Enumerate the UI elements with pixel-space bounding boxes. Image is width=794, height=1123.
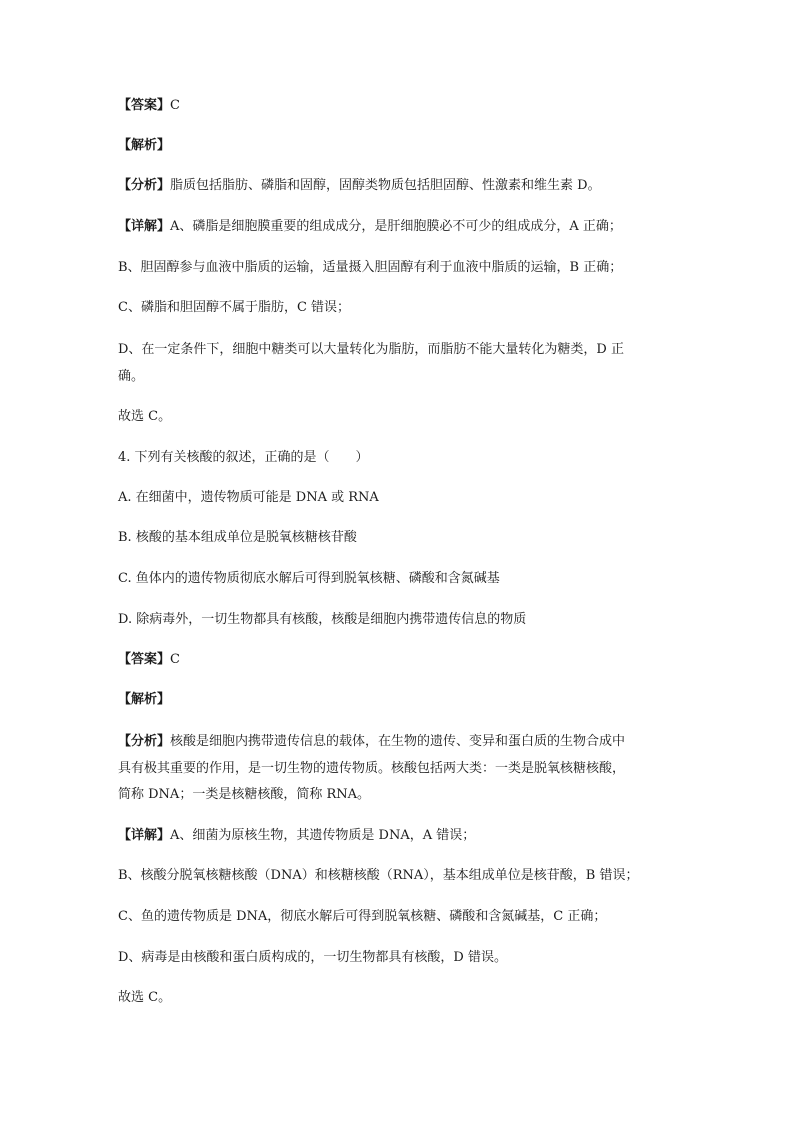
explanation-c-1: C、磷脂和胆固醇不属于脂肪，C 错误； — [118, 300, 351, 315]
analysis-tag: 【解析】 — [118, 138, 171, 153]
xiangjie-a-text: A、细菌为原核生物，其遗传物质是 DNA，A 错误； — [170, 828, 476, 843]
explanation-b-2: B、核酸分脱氧核糖核酸（DNA）和核糖核酸（RNA），基本组成单位是核苷酸，B 错误； — [118, 868, 639, 883]
explanation-b-1: B、胆固醇参与血液中脂质的运输，适量摄入胆固醇有利于血液中脂质的运输，B 正确； — [118, 260, 623, 275]
answer-value: C — [170, 98, 180, 113]
explanation-d-1: D、在一定条件下，细胞中糖类可以大量转化为脂肪，而脂肪不能大量转化为糖类，D 正 — [118, 342, 624, 357]
answer-line-2 — [118, 650, 180, 670]
question-stem: 4. 下列有关核酸的叙述，正确的是（ ） — [118, 450, 369, 465]
option-d: D. 除病毒外，一切生物都具有核酸，核酸是细胞内携带遗传信息的物质 — [118, 612, 527, 627]
fenxi-line-2 — [118, 732, 625, 752]
answer-line-1 — [118, 96, 180, 116]
fenxi-tag: 【分析】 — [118, 178, 171, 193]
answer-tag: 【答案】 — [118, 98, 171, 113]
explanation-c-2: C、鱼的遗传物质是 DNA，彻底水解后可得到脱氧核糖、磷酸和含氮碱基，C 正确； — [118, 909, 607, 924]
conclusion-2: 故选 C。 — [118, 990, 172, 1005]
xiangjie-tag: 【详解】 — [118, 828, 171, 843]
analysis-heading-1 — [118, 136, 170, 156]
fenxi-line-2-cont: 具有极其重要的作用，是一切生物的遗传物质。核酸包括两大类：一类是脱氧核糖核酸， — [118, 761, 626, 776]
fenxi-tag: 【分析】 — [118, 734, 171, 749]
fenxi-line-1 — [118, 176, 601, 196]
fenxi-line-2-cont2: 简称 DNA；一类是核糖核酸，简称 RNA。 — [118, 787, 371, 802]
xiangjie-line-a-1 — [118, 217, 622, 237]
conclusion-1: 故选 C。 — [118, 409, 172, 424]
explanation-d-1-cont: 确。 — [118, 369, 145, 384]
analysis-tag: 【解析】 — [118, 692, 171, 707]
explanation-d-2: D、病毒是由核酸和蛋白质构成的，一切生物都具有核酸，D 错误。 — [118, 950, 507, 965]
xiangjie-a-text: A、磷脂是细胞膜重要的组成成分，是肝细胞膜必不可少的组成成分，A 正确； — [170, 219, 622, 234]
answer-tag: 【答案】 — [118, 652, 171, 667]
fenxi-text: 核酸是细胞内携带遗传信息的载体，在生物的遗传、变异和蛋白质的生物合成中 — [170, 734, 626, 749]
answer-value: C — [170, 652, 180, 667]
option-c: C. 鱼体内的遗传物质彻底水解后可得到脱氧核糖、磷酸和含氮碱基 — [118, 571, 500, 586]
fenxi-text: 脂质包括脂肪、磷脂和固醇，固醇类物质包括胆固醇、性激素和维生素 D。 — [170, 178, 601, 193]
xiangjie-tag: 【详解】 — [118, 219, 171, 234]
option-a: A. 在细菌中，遗传物质可能是 DNA 或 RNA — [118, 490, 379, 505]
xiangjie-line-a-2 — [118, 826, 475, 846]
option-b: B. 核酸的基本组成单位是脱氧核糖核苷酸 — [118, 530, 357, 545]
analysis-heading-2 — [118, 690, 170, 710]
